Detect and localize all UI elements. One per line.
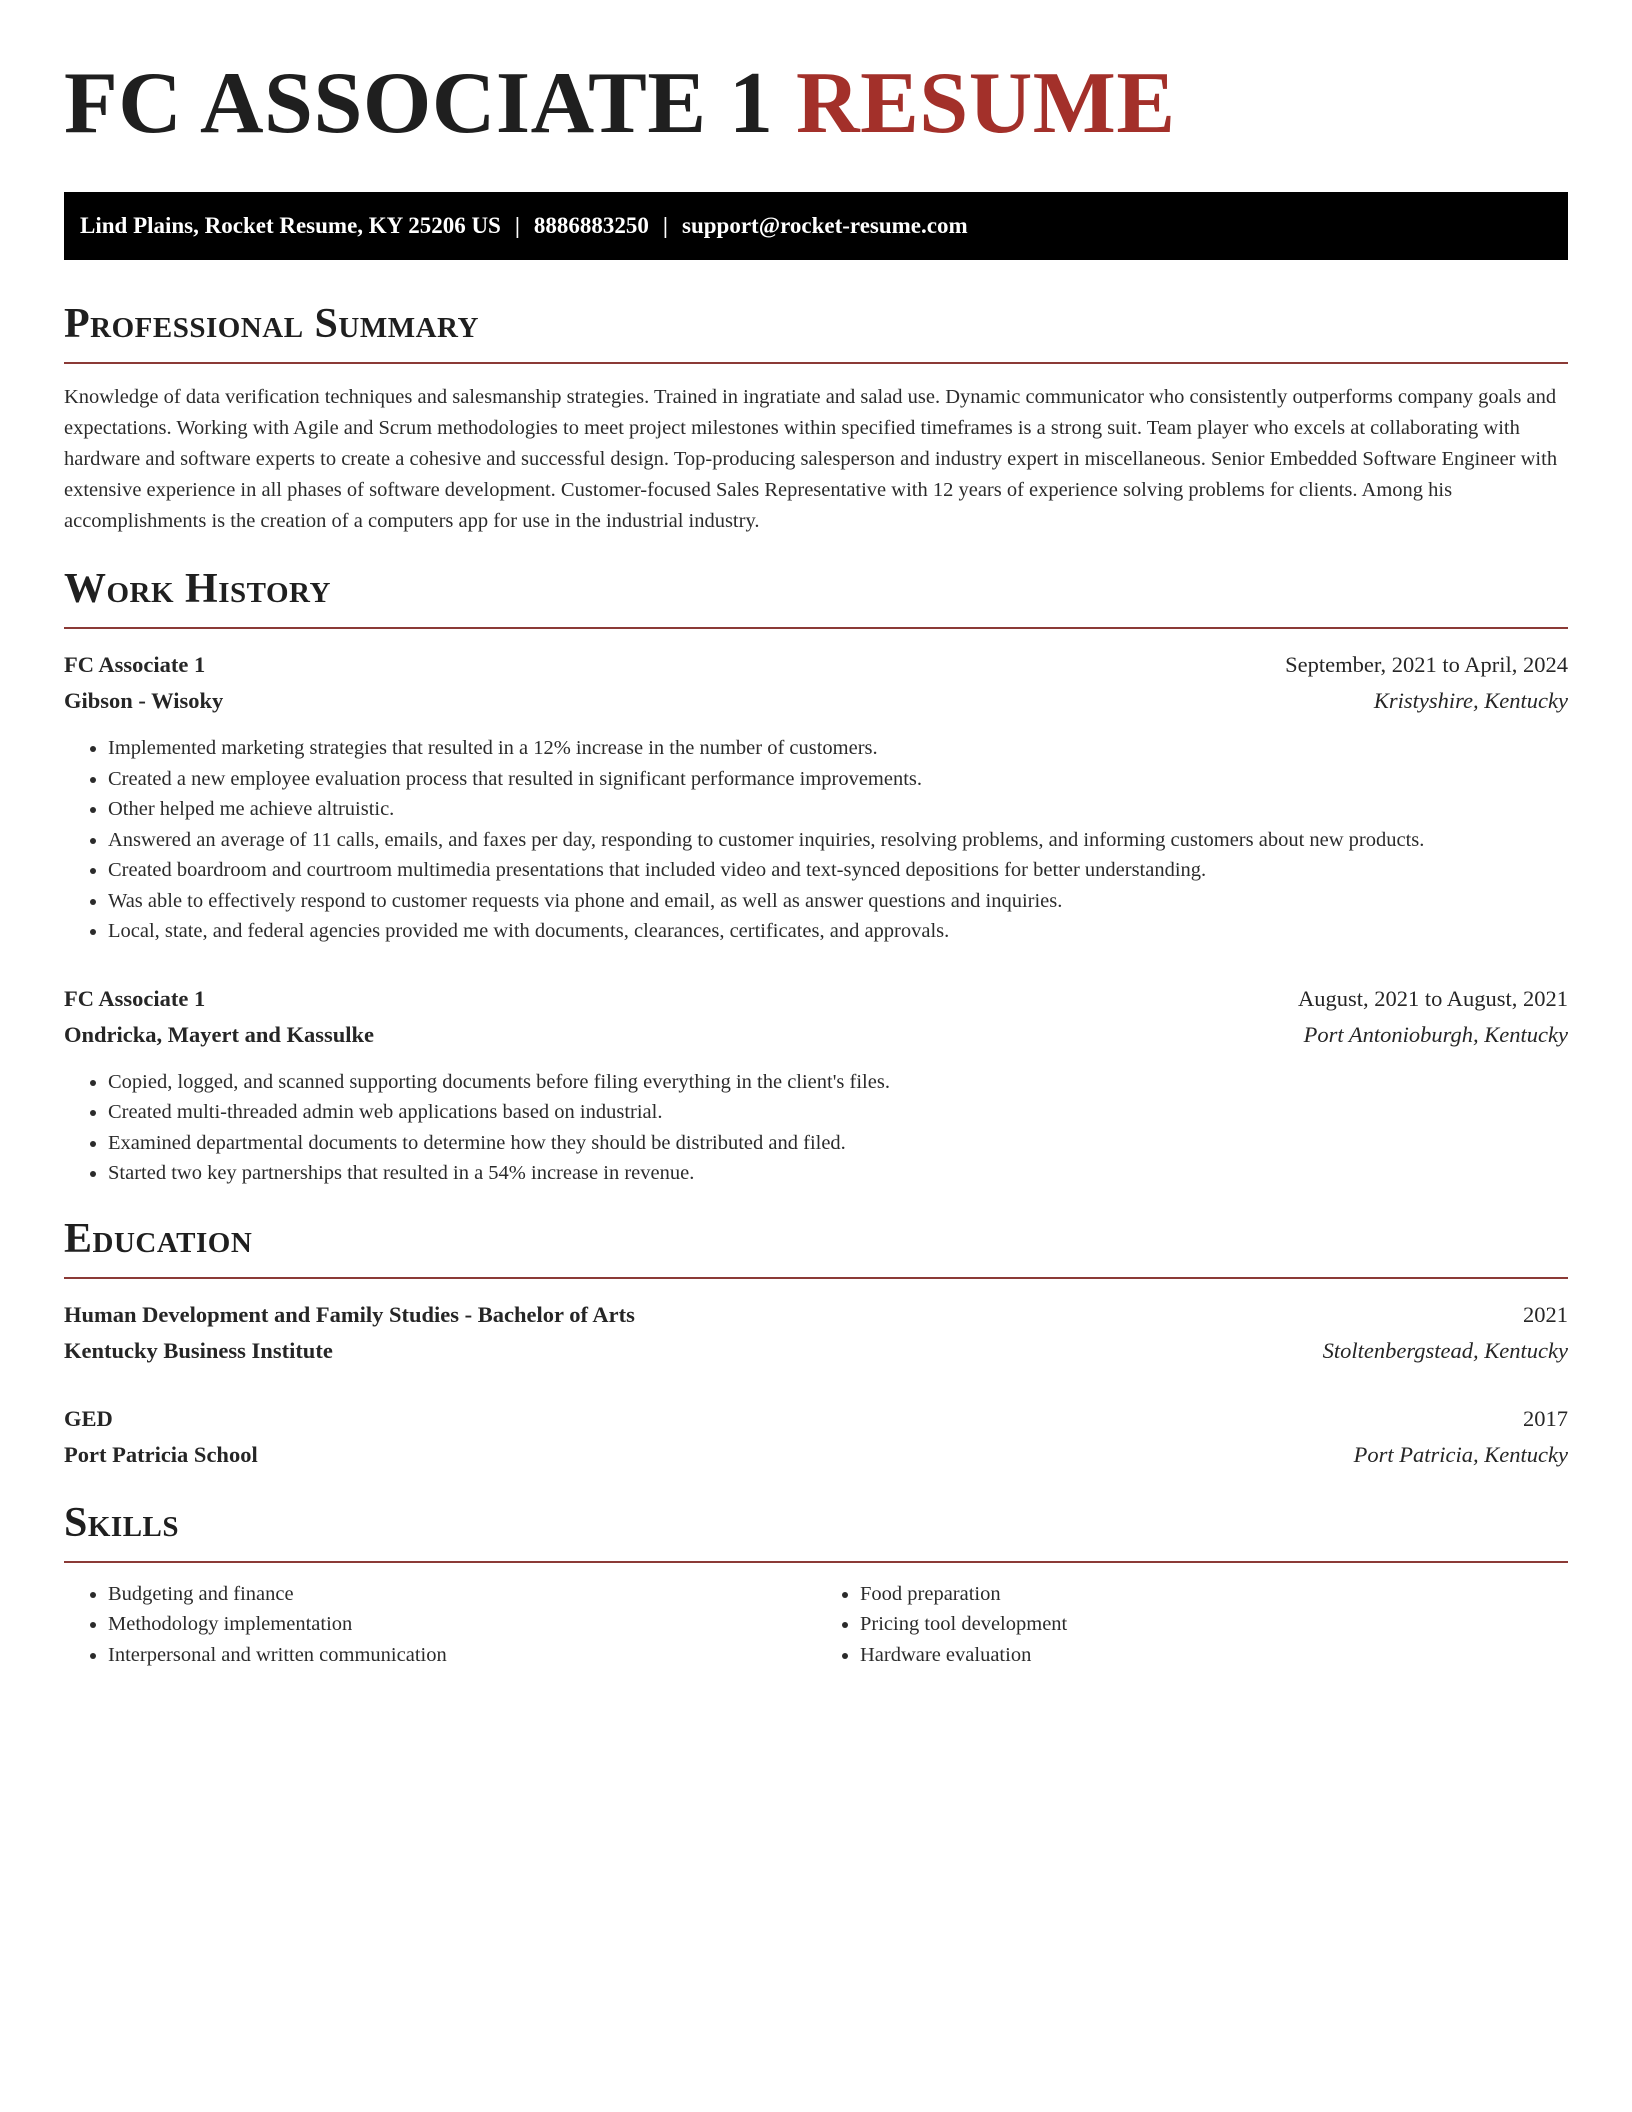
skill-item: • Pricing tool development <box>860 1609 1568 1640</box>
work-history-section <box>64 565 1568 1189</box>
skills-section <box>64 1499 1568 1671</box>
job-bullet: • Answered an average of 11 calls, emails, and faxes per day, responding to customer inquiries, resolving problems, and informing customers about new products. <box>108 825 1568 856</box>
work-history-heading: Work History <box>64 566 331 612</box>
education-degree: Human Development and Family Studies - Bachelor of Arts <box>64 1301 635 1327</box>
skills-columns <box>64 1579 1568 1671</box>
education-year: 2017 <box>1523 1405 1568 1431</box>
job-location: Kristyshire, Kentucky <box>1373 688 1568 713</box>
education-degree: GED <box>64 1405 113 1431</box>
education-section <box>64 1215 1568 1473</box>
job-entry <box>64 647 1568 947</box>
job-dates: September, 2021 to April, 2024 <box>1285 652 1568 677</box>
education-location: Port Patricia, Kentucky <box>1353 1441 1568 1467</box>
skill-item: • Budgeting and finance <box>108 1579 816 1610</box>
section-divider <box>64 1561 1568 1563</box>
contact-separator: | <box>514 213 520 238</box>
job-entry <box>64 981 1568 1189</box>
section-divider <box>64 362 1568 364</box>
section-divider <box>64 1277 1568 1279</box>
skill-item: • Methodology implementation <box>108 1609 816 1640</box>
job-title: FC Associate 1 <box>64 652 206 677</box>
job-bullets <box>64 1067 1568 1189</box>
education-school: Kentucky Business Institute <box>64 1337 333 1363</box>
education-school: Port Patricia School <box>64 1441 258 1467</box>
job-bullet: • Other helped me achieve altruistic. <box>108 794 1568 825</box>
contact-bar <box>64 192 1568 260</box>
title-accent: RESUME <box>796 55 1176 152</box>
job-title: FC Associate 1 <box>64 985 206 1011</box>
job-bullet: • Started two key partnerships that resulted in a 54% increase in revenue. <box>108 1158 1568 1189</box>
job-location: Port Antonioburgh, Kentucky <box>1303 1021 1568 1047</box>
job-bullets <box>64 733 1568 947</box>
contact-phone: 8886883250 <box>533 213 649 238</box>
job-dates: August, 2021 to August, 2021 <box>1297 985 1568 1011</box>
skills-heading: Skills <box>64 1499 180 1546</box>
skill-item: • Food preparation <box>860 1579 1568 1610</box>
job-bullet: • Examined departmental documents to determine how they should be distributed and filed. <box>108 1128 1568 1159</box>
education-entry <box>64 1297 1568 1369</box>
contact-email: support@rocket-resume.com <box>682 213 968 238</box>
summary-heading: Professional Summary <box>64 301 479 347</box>
job-bullet: • Local, state, and federal agencies provided me with documents, clearances, certificates, and approvals. <box>108 916 1568 947</box>
job-bullet: • Created boardroom and courtroom multimedia presentations that included video and text-synced depositions for better understanding. <box>108 855 1568 886</box>
summary-text: Knowledge of data verification techniques and salesmanship strategies. Trained in ingratiate and salad use. Dynamic communicator who consistently outperforms company goals and expectations. Working with Agile and Scrum methodologies to meet project milestones within specified timeframes is a strong suit. Team player who excels at collaborating with hardware and software experts to create a cohesive and successful design. Top-producing salesperson and industry expert in miscellaneous. Senior Embedded Software Engineer with extensive experience in all phases of software development. Customer-focused Sales Representative with 12 years of experience solving problems for clients. Among his accomplishments is the creation of a computers app for use in the industrial industry. <box>64 386 1558 532</box>
education-heading: Education <box>64 1215 253 1262</box>
resume-title <box>64 0 1568 154</box>
contact-separator: | <box>662 213 668 238</box>
skills-right-column <box>816 1579 1568 1671</box>
job-employer: Gibson - Wisoky <box>64 688 224 713</box>
education-location: Stoltenbergstead, Kentucky <box>1322 1337 1568 1363</box>
job-bullet: • Was able to effectively respond to customer requests via phone and email, as well as answer questions and inquiries. <box>108 886 1568 917</box>
skills-left-column <box>64 1579 816 1671</box>
job-bullet: • Created a new employee evaluation process that resulted in significant performance improvements. <box>108 764 1568 795</box>
education-entry <box>64 1401 1568 1473</box>
section-divider <box>64 627 1568 629</box>
job-bullet: • Created multi-threaded admin web applications based on industrial. <box>108 1097 1568 1128</box>
education-year: 2021 <box>1523 1301 1568 1327</box>
summary-section <box>64 300 1568 537</box>
title-main: FC ASSOCIATE 1 <box>64 55 774 152</box>
job-bullet: • Implemented marketing strategies that resulted in a 12% increase in the number of customers. <box>108 733 1568 764</box>
skill-item: • Hardware evaluation <box>860 1640 1568 1671</box>
skill-item: • Interpersonal and written communication <box>108 1640 816 1671</box>
job-employer: Ondricka, Mayert and Kassulke <box>64 1021 375 1047</box>
job-bullet: • Copied, logged, and scanned supporting documents before filing everything in the client's files. <box>108 1067 1568 1098</box>
contact-address: Lind Plains, Rocket Resume, KY 25206 US <box>80 213 501 238</box>
